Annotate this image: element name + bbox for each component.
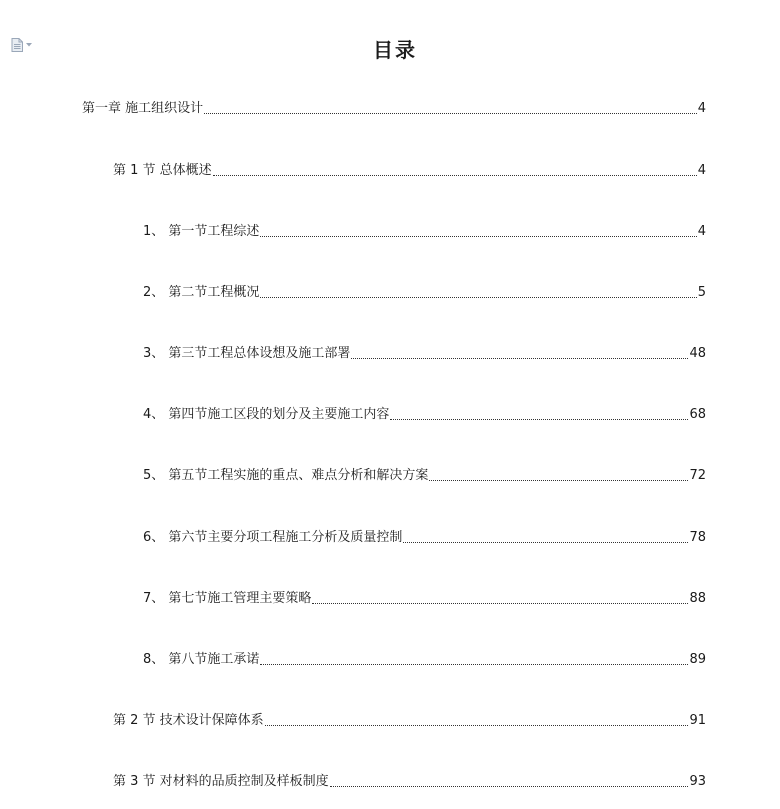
toc-entry-text: 第 3 节 对材料的品质控制及样板制度 bbox=[113, 774, 329, 789]
toc-entry[interactable] bbox=[113, 160, 706, 180]
toc-entry[interactable] bbox=[143, 221, 706, 241]
toc-dot-leader bbox=[351, 358, 688, 359]
toc-entry-text: 3、 第三节工程总体设想及施工部署 bbox=[143, 346, 351, 361]
toc-entry-text: 8、 第八节施工承诺 bbox=[143, 652, 260, 667]
toc-page-number: 72 bbox=[689, 468, 706, 483]
toc-entry[interactable] bbox=[82, 98, 706, 118]
toc-dot-leader bbox=[213, 175, 697, 176]
toc-dot-leader bbox=[260, 236, 696, 237]
toc-entry-text: 6、 第六节主要分项工程施工分析及质量控制 bbox=[143, 530, 403, 545]
toc-entry-text: 第 1 节 总体概述 bbox=[113, 163, 212, 178]
toc-page-number: 4 bbox=[697, 163, 706, 178]
toc-page-number: 5 bbox=[697, 285, 706, 300]
toc-entry-text: 4、 第四节施工区段的划分及主要施工内容 bbox=[143, 407, 390, 422]
toc-entry[interactable] bbox=[143, 282, 706, 302]
toc-entry[interactable] bbox=[143, 343, 706, 363]
toc-dot-leader bbox=[204, 113, 697, 114]
toc-page-number: 88 bbox=[689, 591, 706, 606]
toc-entry-text: 2、 第二节工程概况 bbox=[143, 285, 260, 300]
toc-page-number: 78 bbox=[689, 530, 706, 545]
toc-entry[interactable] bbox=[143, 404, 706, 424]
toc-entry[interactable] bbox=[113, 771, 706, 791]
page-title: 目录 bbox=[373, 38, 417, 62]
toc-entry[interactable] bbox=[143, 465, 706, 485]
toc-entry[interactable] bbox=[143, 649, 706, 669]
toc-page-number: 48 bbox=[689, 346, 706, 361]
toc-entry-text: 5、 第五节工程实施的重点、难点分析和解决方案 bbox=[143, 468, 429, 483]
toc-entry-text: 第 2 节 技术设计保障体系 bbox=[113, 713, 264, 728]
toc-dot-leader bbox=[260, 664, 688, 665]
toc-dot-leader bbox=[330, 786, 689, 787]
toc-entry-text: 1、 第一节工程综述 bbox=[143, 224, 260, 239]
toc-page-number: 93 bbox=[689, 774, 706, 789]
toc-dot-leader bbox=[403, 542, 688, 543]
toc-entry-text: 7、 第七节施工管理主要策略 bbox=[143, 591, 312, 606]
toc-entry-text: 第一章 施工组织设计 bbox=[82, 101, 204, 116]
toc-dot-leader bbox=[429, 480, 688, 481]
toc-page-number: 68 bbox=[689, 407, 706, 422]
toc-page-number: 4 bbox=[697, 224, 706, 239]
toc-entry[interactable] bbox=[113, 710, 706, 730]
toc-entry[interactable] bbox=[143, 588, 706, 608]
toc-entry[interactable] bbox=[143, 527, 706, 547]
toc-page-number: 89 bbox=[689, 652, 706, 667]
toc-dot-leader bbox=[265, 725, 689, 726]
toc-page-number: 91 bbox=[689, 713, 706, 728]
toc-dot-leader bbox=[390, 419, 688, 420]
toc-dot-leader bbox=[312, 603, 688, 604]
toc-page-number: 4 bbox=[697, 101, 706, 116]
toc-dot-leader bbox=[260, 297, 696, 298]
